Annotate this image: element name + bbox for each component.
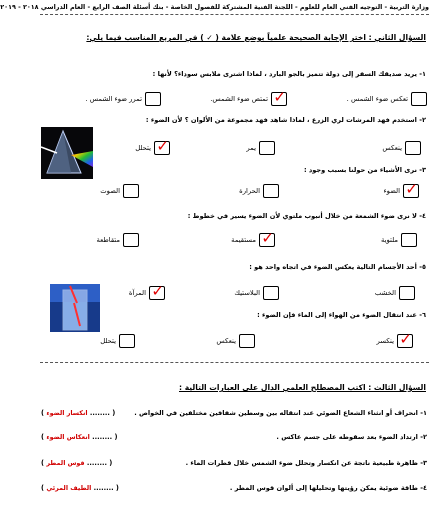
q3-option-2[interactable]: الحرارة <box>239 184 279 198</box>
q5-option-2-checkbox[interactable] <box>263 286 279 300</box>
term-item-3: ٣- ظاهرة طبيعية ناتجة عن انكسار وتحلل ضوء الشمس خلال قطرات الماء . <box>185 459 427 467</box>
q1-option-1-checkbox[interactable] <box>411 92 427 106</box>
q3-option-2-checkbox[interactable] <box>263 184 279 198</box>
section3-title: السؤال الثالث : اكتب المصطلح العلمي الدال على العبارات التالية : <box>179 383 426 392</box>
page-header: وزارة التربية - التوجيه الفني العام للعلوم - اللجنة الفنية المشتركة للفصول الخاصة - بنك أسئلة الصف الرابع - العام الدراسي ٢٠١٨ - ٢٠١٩ <box>0 3 429 11</box>
term-answer-1[interactable]: ( ........ انكسار الضوء ) <box>41 409 116 417</box>
q6-option-1-checkbox[interactable] <box>397 334 413 348</box>
q1-option-3-checkbox[interactable] <box>145 92 161 106</box>
q4-option-1[interactable]: ملتوية <box>381 233 417 247</box>
q6-option-3-checkbox[interactable] <box>119 334 135 348</box>
q4-option-2[interactable]: ✓ مستقيمة <box>231 233 275 247</box>
q4-option-2-checkbox[interactable] <box>259 233 275 247</box>
question-3: ٣- نرى الأشياء من حولنا بسبب وجود : <box>303 166 426 174</box>
q6-option-1[interactable]: ✓ ينكسر <box>376 334 413 348</box>
question-1: ١- يريد صديقك السفر إلى دولة تتميز بالجو البارد ، لماذا اشترى ملابس سوداء؟ لأنها : <box>152 70 426 78</box>
q6-option-2-checkbox[interactable] <box>239 334 255 348</box>
q1-option-1[interactable]: تعكس ضوء الشمس . <box>347 92 427 106</box>
q6-option-3[interactable]: يتحلل <box>100 334 135 348</box>
section2-title: السؤال الثاني : اختر الإجابة الصحيحة علمياً بوضع علامة ( ✓ ) في المربع المناسب فيما يلي: <box>86 33 426 42</box>
term-answer-3[interactable]: ( ........ قوس المطر ) <box>41 459 113 467</box>
section-divider <box>40 362 429 363</box>
q3-option-3[interactable]: الصوت <box>100 184 139 198</box>
q1-option-2[interactable]: ✓ تمتص ضوء الشمس. <box>210 92 287 106</box>
term-answer-2[interactable]: ( ........ انعكاس الضوء ) <box>41 433 118 441</box>
q1-option-3[interactable]: تمرر ضوء الشمس . <box>85 92 161 106</box>
q3-option-1-checkbox[interactable] <box>403 184 419 198</box>
q6-option-2[interactable]: ينعكس <box>216 334 255 348</box>
q3-option-3-checkbox[interactable] <box>123 184 139 198</box>
term-answer-4[interactable]: ( ........ الطيف المرئي ) <box>41 484 119 492</box>
header-divider <box>40 14 429 15</box>
q2-option-1-checkbox[interactable] <box>405 141 421 155</box>
term-item-1: ١- انحراف أو انثناء الشعاع الضوئي عند انتقاله بين وسطين شفافين مختلفين في الخواص . <box>134 409 427 417</box>
q3-option-1[interactable]: ✓ الضوء <box>383 184 419 198</box>
q5-option-1-checkbox[interactable] <box>399 286 415 300</box>
prism-image <box>41 127 93 179</box>
q5-option-1[interactable]: الخشب <box>375 286 415 300</box>
q4-option-3-checkbox[interactable] <box>123 233 139 247</box>
question-2: ٢- استخدم فهد المرشات لري الزرع ، لماذا شاهد فهد مجموعة من الألوان ؟ لأن الضوء : <box>145 116 426 124</box>
term-item-4: ٤- طاقة ضوئية يمكن رؤيتها وتحليلها إلى ألوان قوس المطر . <box>229 484 427 492</box>
straw-in-water-image <box>50 284 100 332</box>
question-5: ٥- أحد الأجسام التالية يعكس الضوء في اتجاه واحد هو : <box>249 263 426 271</box>
q5-option-2[interactable]: البلاستيك <box>234 286 279 300</box>
q2-option-2-checkbox[interactable] <box>259 141 275 155</box>
q4-option-1-checkbox[interactable] <box>401 233 417 247</box>
q2-option-3[interactable]: ✓ يتحلل <box>135 141 170 155</box>
q5-option-3-checkbox[interactable] <box>149 286 165 300</box>
question-6: ٦- عند انتقال الضوء من الهواء إلى الماء فإن الضوء : <box>257 311 426 319</box>
q1-option-2-checkbox[interactable] <box>271 92 287 106</box>
question-4: ٤- لا نرى ضوء الشمعة من خلال أنبوب ملتوي لأن الضوء يسير في خطوط : <box>187 212 426 220</box>
q2-option-1[interactable]: ينعكس <box>382 141 421 155</box>
term-item-2: ٢- ارتداد الضوء بعد سقوطه على جسم عاكس . <box>276 433 427 441</box>
q2-option-3-checkbox[interactable] <box>154 141 170 155</box>
q2-option-2[interactable]: يمر <box>246 141 275 155</box>
q5-option-3[interactable]: ✓ المرآة <box>129 286 165 300</box>
q4-option-3[interactable]: متقاطعة <box>96 233 139 247</box>
